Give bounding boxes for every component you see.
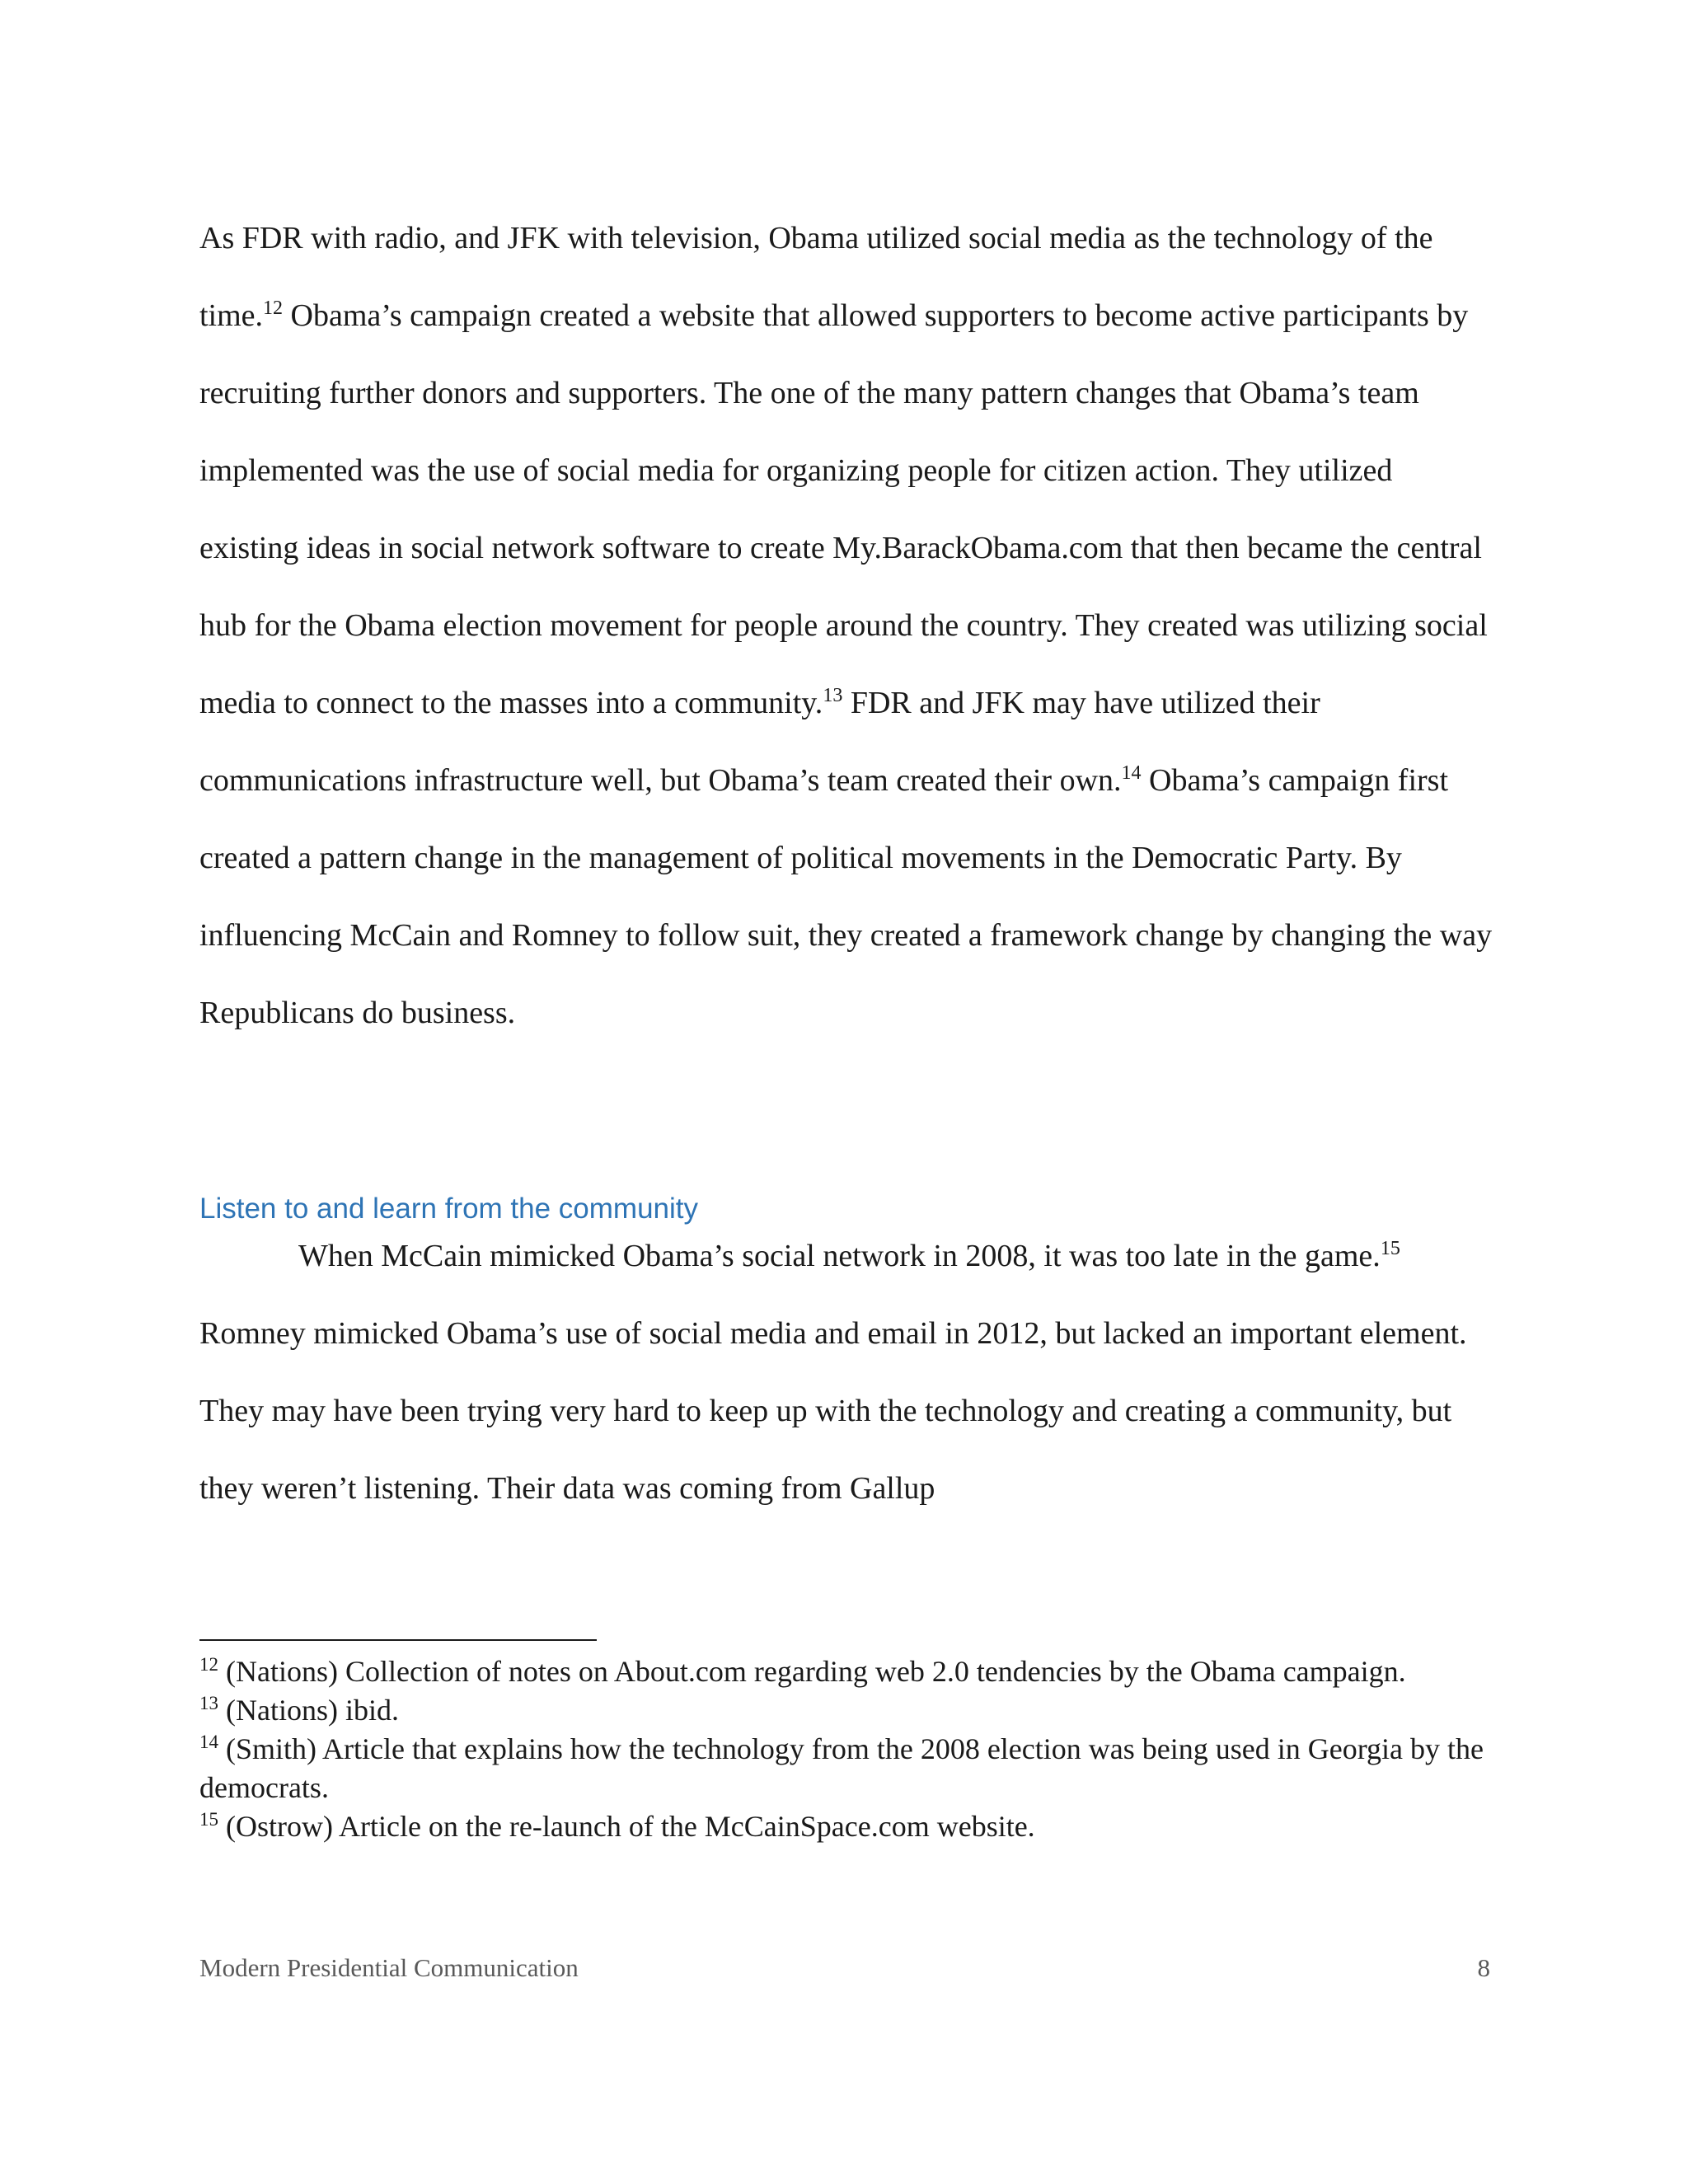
footnote-text: (Nations) Collection of notes on About.com regarding web 2.0 tendencies by the Obama campaign. (218, 1655, 1406, 1688)
footnote-item (199, 1730, 1493, 1807)
footnote-text: (Smith) Article that explains how the technology from the 2008 election was being used in Georgia by the democrats. (199, 1732, 1484, 1804)
footnote-list (199, 1652, 1493, 1846)
footer-document-title: Modern Presidential Communication (199, 1953, 579, 1982)
body-paragraph-2 (199, 1217, 1493, 1527)
footnote-text: (Ostrow) Article on the re-launch of the McCainSpace.com website. (218, 1810, 1035, 1843)
footer-page-number: 8 (1477, 1953, 1490, 1982)
footnote-ref-14[interactable]: 14 (1121, 762, 1142, 784)
body-paragraph-1 (199, 199, 1493, 1052)
paragraph-2-sentence-1: When McCain mimicked Obama’s social network in 2008, it was too late in the game. (298, 1239, 1381, 1273)
paragraph-1-sentence-1: As FDR with radio, and JFK with television, Obama utilized social media as the technology of the time. (199, 221, 1433, 333)
paragraph-1-sentence-3: FDR and JFK may have utilized their communications infrastructure well, but Obama’s team created their own. (199, 686, 1320, 798)
footnote-ref-15[interactable]: 15 (1380, 1238, 1400, 1259)
paragraph-2-sentence-2: Romney mimicked Obama’s use of social media and email in 2012, but lacked an important element. They may have been trying very hard to keep up with the technology and creating a community, but they weren’t listening. Their data was coming from Gallup (199, 1316, 1467, 1506)
footnote-item (199, 1807, 1493, 1846)
footnote-item (199, 1691, 1493, 1730)
footnote-number: 15 (199, 1809, 218, 1830)
footnote-item (199, 1652, 1493, 1691)
paragraph-1-sentence-2: Obama’s campaign created a website that allowed supporters to become active participants by recruiting further donors and supporters. The one of the many pattern changes that Obama’s team implemented was the use of social media for organizing people for citizen action. They utilized existing ideas in social network software to create My.BarackObama.com that then became the central hub for the Obama election movement for people around the country. They created was utilizing social media to connect to the masses into a community. (199, 298, 1488, 720)
footnote-number: 12 (199, 1654, 218, 1675)
footnote-separator (199, 1639, 597, 1641)
section-heading: Listen to and learn from the community (199, 1193, 699, 1225)
footnote-ref-13[interactable]: 13 (823, 685, 843, 706)
footnote-number: 13 (199, 1693, 218, 1713)
footnote-text: (Nations) ibid. (218, 1694, 399, 1727)
footnote-ref-12[interactable]: 12 (263, 298, 284, 319)
paragraph-1-sentence-4: Obama’s campaign first created a pattern change in the management of political movements in the Democratic Party. By influencing McCain and Romney to follow suit, they created a framework change by changing the way Republicans do business. (199, 763, 1493, 1030)
footnote-number: 14 (199, 1732, 218, 1752)
